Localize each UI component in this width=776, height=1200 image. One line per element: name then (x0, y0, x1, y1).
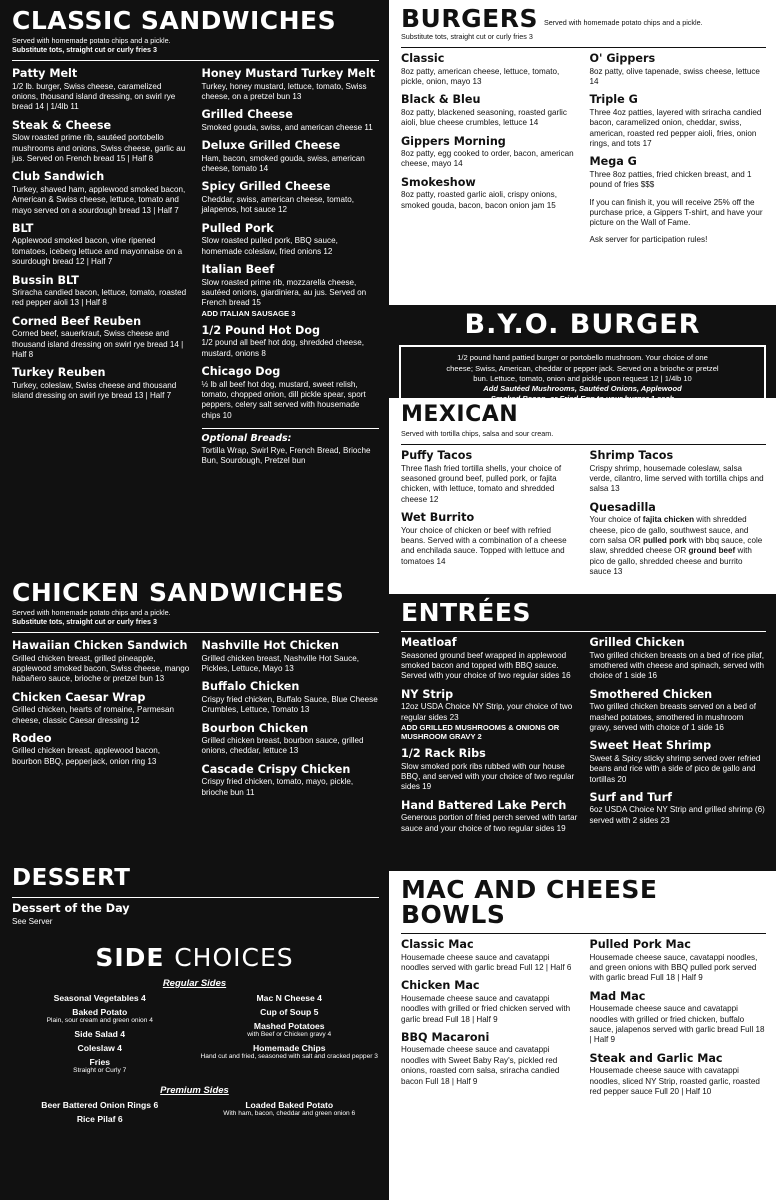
item-name: Mega G (589, 155, 637, 169)
item-desc: Grilled chicken breast, grilled pineapple, applewood smoked bacon, Swiss cheese, mango habañero sauce, brioche or pretzel bun 13 (12, 653, 190, 684)
side-note: Hand cut and fried, seasoned with salt and cracked pepper 3 (200, 1052, 378, 1060)
item-desc: Housemade cheese sauce and cavatappi noodles with grilled or fried chicken, buffalo sauce, jalapenos served with garlic bread Full 18 | Half 9 (589, 1004, 765, 1045)
menu-item (401, 450, 578, 505)
item-note: ADD GRILLED MUSHROOMS & ONIONS OR MUSHROOM GRAVY 2 (401, 722, 560, 741)
side-choices-title (10, 943, 379, 972)
section-byo-burger (389, 305, 776, 404)
item-name: Meatloaf (401, 636, 457, 649)
item-name: Club Sandwich (12, 170, 105, 184)
mega-note-2: Ask server for participation rules! (589, 234, 708, 244)
item-name: Patty Melt (12, 67, 78, 80)
chicken-sandwiches-title: CHICKEN SANDWICHES (12, 578, 345, 607)
classic-col-2 (202, 68, 380, 466)
item-desc: 6oz USDA Choice NY Strip and grilled shrimp (6) served with 2 sides 23 (589, 805, 765, 825)
item-desc: Grilled chicken breast, bourbon sauce, grilled onions, cheddar, lettuce 13 (201, 736, 364, 756)
mexican-sub: Served with tortilla chips, salsa and sour cream. (401, 429, 554, 438)
menu-item (202, 68, 380, 102)
menu-item (12, 68, 190, 113)
burgers-col-1 (401, 53, 578, 245)
side-choices-title-bold: SIDE (95, 943, 165, 972)
menu-item (12, 640, 190, 685)
menu-item (590, 1053, 767, 1098)
item-desc: Your choice of chicken or beef with refried beans. Served with a combination of a cheese and enchilada sauce. Topped with lettuce and tomatoes 14 (401, 525, 567, 566)
side-name: Homemade Chips (252, 1042, 326, 1053)
menu-item (401, 94, 578, 128)
side-item (10, 1114, 190, 1124)
byo-line-2: cheese; Swiss, American, cheddar or pepper jack. Served on a brioche or pretzel (446, 363, 719, 373)
menu-item (401, 1032, 578, 1087)
item-desc: 1/2 pound all beef hot dog, shredded cheese, mustard, onions 8 (201, 338, 364, 358)
item-desc: Turkey, coleslaw, Swiss cheese and thousand island dressing on swirl rye bread 13 | Half 7 (12, 380, 177, 401)
item-name: Buffalo Chicken (201, 680, 300, 694)
divider (401, 933, 766, 934)
menu-item (12, 275, 190, 309)
burgers-col-2 (590, 53, 767, 245)
item-desc: Three 8oz patties, fried chicken breast, and 1 pound of fries $$$ (589, 169, 752, 190)
mac-title: MAC AND CHEESE BOWLS (401, 875, 658, 929)
side-note: With ham, bacon, cheddar and green onion 6 (223, 1109, 356, 1117)
divider (202, 428, 380, 429)
item-desc: Housemade cheese sauce and cavatappi noodles with grilled or fried chicken served with garlic bread Full 18 | Half 9 (401, 993, 571, 1024)
item-name: Bussin BLT (12, 273, 79, 287)
menu-item (202, 764, 380, 798)
item-name: Chicken Caesar Wrap (12, 690, 146, 704)
item-desc: Grilled chicken, hearts of romaine, Parmesan cheese, classic Caesar dressing 12 (12, 705, 174, 725)
side-name: Mashed Potatoes (253, 1021, 325, 1031)
menu-item (401, 637, 578, 682)
item-name: Steak & Cheese (12, 118, 112, 132)
item-desc: Housemade cheese sauce and cavatappi noodles served with garlic bread Full 12 | Half 6 (401, 952, 572, 972)
item-desc: Grilled chicken breast, Nashville Hot Sauce, Pickles, Lettuce, Mayo 13 (201, 653, 359, 673)
section-burgers (389, 0, 776, 305)
menu-item (202, 325, 380, 359)
side-item (200, 1021, 380, 1039)
divider (401, 444, 766, 445)
item-desc: Slow roasted prime rib, mozzarella cheese, sautéed onions, giardiniera, au jus. Served on French bread 15 (201, 277, 367, 308)
chicken-col-2 (202, 640, 380, 805)
mac-col-2 (590, 939, 767, 1104)
section-dessert (0, 859, 389, 935)
item-name: Puffy Tacos (401, 449, 473, 462)
side-item (200, 993, 380, 1003)
item-name: O' Gippers (589, 52, 656, 65)
item-name: Steak and Garlic Mac (589, 1051, 723, 1065)
item-name: Bourbon Chicken (201, 721, 309, 735)
entrees-title: ENTRÉES (401, 598, 531, 627)
item-desc: 8oz patty, blackened seasoning, roasted garlic aioli, blue cheese crumbles, lettuce 14 (401, 107, 567, 128)
item-desc: Applewood smoked bacon, vine ripened tomatoes, iceberg lettuce and mayonnaise on a sourdough bread 12 | Half 7 (12, 236, 183, 267)
item-name: Hawaiian Chicken Sandwich (12, 639, 188, 652)
menu-item (590, 740, 767, 785)
premium-sides-col-2 (200, 1100, 380, 1128)
side-name: Side Salad 4 (74, 1028, 126, 1039)
item-desc: Crispy fried chicken, Buffalo Sauce, Blue Cheese Crumbles, Lettuce, Tomato 13 (201, 694, 378, 715)
section-classic-sandwiches (0, 0, 389, 572)
side-item (10, 1057, 190, 1075)
divider (12, 60, 379, 61)
chicken-sub2: Substitute tots, straight cut or curly fries 3 (12, 617, 157, 626)
burgers-sub: Substitute tots, straight cut or curly fries 3 (401, 32, 533, 41)
menu-item (202, 181, 380, 215)
item-name: Classic Mac (401, 938, 474, 951)
section-entrees (389, 594, 776, 871)
item-name: Cascade Crispy Chicken (201, 762, 351, 776)
item-name: Rodeo (12, 731, 52, 745)
item-desc: See Server (12, 916, 53, 926)
item-name: Wet Burrito (401, 510, 475, 524)
side-item (10, 1043, 190, 1053)
section-side-choices (0, 935, 389, 1200)
menu-item (12, 223, 190, 268)
menu-item (202, 723, 380, 757)
item-desc: Housemade cheese sauce and cavatappi noodles with Sweet Baby Ray's, pickled red onions, roasted corn salsa, sriracha candied bacon Full 18 | Half 9 (401, 1045, 560, 1086)
item-name: NY Strip (401, 687, 454, 701)
item-name: Hand Battered Lake Perch (401, 798, 567, 812)
item-name: Triple G (589, 93, 638, 107)
menu-item (401, 53, 578, 87)
menu-item (401, 939, 578, 973)
optional-breads-title: Optional Breads: (201, 432, 292, 444)
side-item (10, 1007, 190, 1025)
item-name: Dessert of the Day (12, 902, 130, 915)
item-desc: Smoked gouda, swiss, and american cheese 11 (201, 122, 373, 132)
item-name: Sweet Heat Shrimp (589, 739, 712, 753)
menu-item (590, 939, 767, 984)
regular-sides-col-2 (200, 993, 380, 1079)
menu-item (401, 689, 578, 741)
side-name: Rice Pilaf 6 (76, 1113, 123, 1124)
item-desc: 12oz USDA Choice NY Strip, your choice of two regular sides 23 (401, 702, 573, 722)
item-name: Black & Bleu (401, 93, 481, 107)
optional-breads-list: Tortilla Wrap, Swirl Rye, French Bread, Brioche Bun, Sourdough, Pretzel bun (201, 445, 371, 465)
item-name: Deluxe Grilled Cheese (201, 139, 341, 153)
menu-item (590, 637, 767, 682)
menu-item (590, 156, 767, 190)
mega-note-1: If you can finish it, you will receive 25% off the purchase price, a Gippers T-shirt, and have your picture on the Wall of Fame. (589, 197, 763, 228)
item-desc: Housemade cheese sauce, cavatappi noodles, and green onions with BBQ pulled pork served with garlic bread Full 18 | Half 9 (589, 952, 758, 983)
byo-line-1: 1/2 pound hand pattied burger or portobello mushroom. Your choice of one (457, 353, 708, 363)
item-desc: Slow roasted prime rib, sautéed portobello mushrooms and onions, Swiss cheese, garlic au jus. Served on French bread 15 | Half 8 (12, 133, 186, 163)
item-name: Honey Mustard Turkey Melt (201, 67, 376, 80)
item-name: BBQ Macaroni (401, 1030, 490, 1044)
classic-sandwiches-subtitle (12, 36, 379, 54)
entrees-col-2 (590, 637, 767, 841)
side-note: Straight or Curly 7 (73, 1066, 127, 1074)
menu-item (590, 450, 767, 495)
menu-item (12, 120, 190, 165)
item-name: Pulled Pork (201, 221, 274, 235)
item-desc: Corned beef, sauerkraut, Swiss cheese and thousand island dressing on swirl rye bread 14 | Half 8 (12, 329, 184, 360)
item-name: Mad Mac (589, 989, 646, 1003)
item-desc: Seasoned ground beef wrapped in applewood smoked bacon and topped with BBQ sauce. Served with your choice of two regular sides 16 (401, 650, 571, 681)
menu-item (12, 171, 190, 216)
item-name: Turkey Reuben (12, 366, 106, 380)
item-desc: Slow smoked pork ribs rubbed with our house BBQ, and served with your choice of two regular sides 19 (401, 761, 575, 792)
item-desc: Grilled chicken breast, applewood bacon, bourbon BBQ, pepperjack, onion ring 13 (12, 746, 161, 766)
menu-item (401, 136, 578, 170)
side-name: Coleslaw 4 (77, 1042, 122, 1053)
item-desc: Cheddar, swiss, american cheese, tomato, jalapenos, hot sauce 12 (201, 194, 355, 215)
side-name: Baked Potato (72, 1007, 128, 1017)
side-item (200, 1043, 380, 1061)
side-item (10, 1100, 190, 1110)
item-desc: Slow roasted pulled pork, BBQ sauce, homemade coleslaw, fried onions 12 (201, 236, 338, 256)
item-name: Grilled Chicken (589, 636, 685, 649)
item-desc: Generous portion of fried perch served with tartar sauce and your choice of two regular sides 19 (401, 813, 578, 833)
divider (401, 631, 766, 632)
burgers-title-note: Served with homemade potato chips and a pickle. (543, 18, 703, 27)
menu-item (12, 903, 379, 927)
item-name: Smokeshow (401, 175, 476, 189)
classic-sub1: Served with homemade potato chips and a pickle. (12, 36, 171, 45)
menu-item (12, 692, 190, 726)
side-name: Mac N Cheese 4 (256, 993, 322, 1003)
byo-title: B.Y.O. BURGER (464, 309, 701, 340)
item-desc: Three flash fried tortilla shells, your choice of seasoned ground beef, pulled pork, or fajita chicken, with lettuce, tomato and shredded cheese 12 (401, 463, 562, 504)
menu-item (12, 316, 190, 361)
classic-sandwiches-title: CLASSIC SANDWICHES (12, 6, 337, 35)
item-desc: Three 4oz patties, layered with sriracha candied bacon, caramelized onion, cheddar, swiss, american, roasted red pepper aioli, fries, onion rings, and tots 17 (589, 107, 762, 148)
item-name: 1/2 Rack Ribs (401, 747, 486, 761)
item-name: Gippers Morning (401, 134, 506, 148)
item-desc: Your choice of fajita chicken with shredded cheese, pico de gallo, southwest sauce, and corn salsa OR pulled pork with bbq sauce, cole slaw, shredded cheese OR ground beef with pico de gallo, shredded cheese and burrito sauce 13 (589, 515, 763, 576)
item-desc: Turkey, honey mustard, lettuce, tomato, Swiss cheese, on a pretzel bun 13 (201, 81, 367, 101)
side-choices-title-light: CHOICES (174, 943, 294, 972)
menu-item (202, 640, 380, 674)
divider (12, 897, 379, 898)
section-mac-and-cheese (389, 871, 776, 1200)
section-mexican (389, 398, 776, 594)
side-item (200, 1007, 380, 1017)
mexican-title: MEXICAN (401, 402, 519, 427)
side-name: Cup of Soup 5 (260, 1007, 319, 1017)
side-note: with Beef or Chicken gravy 4 (247, 1031, 332, 1038)
chicken-sandwiches-subtitle (12, 608, 379, 626)
section-chicken-sandwiches (0, 572, 389, 859)
item-name: Chicken Mac (401, 979, 480, 993)
item-name: Grilled Cheese (201, 108, 293, 122)
item-desc: 8oz patty, olive tapenade, swiss cheese, lettuce 14 (589, 66, 760, 86)
item-desc: 8oz patty, roasted garlic aioli, crispy onions, smoked gouda, bacon, bacon onion jam 15 (401, 190, 557, 210)
menu-item (590, 991, 767, 1046)
classic-col-1 (12, 68, 190, 466)
menu-item (401, 748, 578, 793)
right-column (389, 0, 776, 1200)
item-name: Chicago Dog (201, 364, 281, 378)
item-desc: ½ lb all beef hot dog, mustard, sweet relish, tomato, chopped onion, dill pickle spear, sport peppers, celery salt served with housemade chips 10 (201, 379, 366, 420)
byo-line-5: Smoked Bacon, or Fried Egg to your burger 1 each (490, 394, 675, 404)
side-item (10, 993, 190, 1003)
menu-item (401, 512, 578, 567)
item-name: Surf and Turf (589, 790, 672, 804)
menu-item (12, 367, 190, 401)
premium-sides-label: Premium Sides (160, 1084, 229, 1096)
menu-item (590, 792, 767, 826)
item-name: Quesadilla (589, 500, 656, 514)
menu-item (202, 264, 380, 318)
item-desc: Sriracha candied bacon, lettuce, tomato, roasted red pepper aioli 13 | Half 8 (12, 288, 187, 308)
menu-item (202, 140, 380, 174)
item-name: Classic (401, 52, 445, 65)
item-desc: 1/2 lb. burger, Swiss cheese, caramelized onions, thousand island dressing, on swirl rye bread 14 | 1/4lb 11 (12, 81, 176, 112)
divider (401, 47, 766, 48)
item-name: BLT (12, 221, 34, 235)
menu-item (401, 980, 578, 1025)
menu-item (401, 800, 578, 834)
mexican-col-1 (401, 450, 578, 584)
item-desc: Housemade cheese sauce with cavatappi noodles, sliced NY Strip, roasted garlic, roasted red pepper sauce Full 20 | Half 10 (589, 1066, 760, 1096)
item-desc: Crispy shrimp, housemade coleslaw, salsa verde, cilantro, lime served with tortilla chips and salsa 13 (589, 463, 764, 494)
mexican-col-2 (590, 450, 767, 584)
item-desc: 8oz patty, american cheese, lettuce, tomato, pickle, onion, mayo 13 (401, 66, 560, 86)
regular-sides-col-1 (10, 993, 190, 1079)
menu-item (590, 689, 767, 734)
chicken-sub1: Served with homemade potato chips and a pickle. (12, 608, 171, 617)
item-name: Pulled Pork Mac (589, 938, 691, 951)
item-name: Italian Beef (201, 262, 275, 276)
item-name: Spicy Grilled Cheese (201, 180, 331, 194)
item-desc: Crispy fried chicken, tomato, mayo, pickle, brioche bun 11 (201, 777, 354, 797)
side-item (10, 1029, 190, 1039)
menu-item (12, 733, 190, 767)
classic-sub2: Substitute tots, straight cut or curly fries 3 (12, 45, 157, 54)
dessert-title: DESSERT (12, 865, 131, 891)
side-name: Loaded Baked Potato (245, 1099, 334, 1110)
chicken-col-1 (12, 640, 190, 805)
menu-item (590, 502, 767, 578)
item-desc: Ham, bacon, smoked gouda, swiss, american cheese, tomato 14 (201, 153, 365, 174)
item-desc: 8oz patty, egg cooked to order, bacon, american cheese, mayo 14 (401, 149, 574, 169)
mac-col-1 (401, 939, 578, 1104)
menu-item (202, 223, 380, 257)
item-name: Corned Beef Reuben (12, 314, 142, 328)
item-desc: Turkey, shaved ham, applewood smoked bacon, American & Swiss cheese, lettuce, tomato and mayo served on a sourdough bread 13 | Half 7 (12, 184, 186, 215)
item-name: Shrimp Tacos (589, 449, 674, 462)
item-name: Nashville Hot Chicken (201, 639, 339, 652)
burgers-title: BURGERS (401, 4, 538, 33)
item-desc: Two grilled chicken breasts on a bed of rice pilaf, smothered with cheese and spinach, served with choice of 1 side 16 (589, 650, 765, 681)
menu-item (590, 53, 767, 87)
item-name: 1/2 Pound Hot Dog (201, 323, 321, 337)
item-name: Smothered Chicken (589, 687, 713, 701)
side-item (200, 1100, 380, 1118)
side-name: Seasonal Vegetables 4 (53, 993, 146, 1003)
side-name: Fries (89, 1056, 111, 1067)
entrees-col-1 (401, 637, 578, 841)
byo-line-3: bun. Lettuce, tomato, onion and pickle upon request 12 | 1/4lb 10 (473, 373, 692, 383)
menu-item (202, 681, 380, 715)
side-name: Beer Battered Onion Rings 6 (41, 1099, 159, 1110)
item-desc: Sweet & Spicy sticky shrimp served over refried beans and rice with a side of pico de gallo and tortillas 20 (589, 753, 761, 784)
menu-item (401, 177, 578, 211)
divider (12, 632, 379, 633)
byo-line-4: Add Sautéed Mushrooms, Sautéed Onions, Applewood (483, 384, 682, 394)
menu-item (590, 94, 767, 149)
premium-sides-col-1 (10, 1100, 190, 1128)
regular-sides-label: Regular Sides (162, 978, 227, 989)
item-note: ADD ITALIAN SAUSAGE 3 (201, 308, 296, 318)
side-note: Plain, sour cream and green onion 4 (46, 1017, 153, 1024)
menu-item (202, 109, 380, 133)
item-desc: Two grilled chicken breasts served on a bed of mashed potatoes, smothered in mushroom gravy, served with choice of 1 side 16 (589, 702, 756, 732)
menu-item (202, 366, 380, 421)
